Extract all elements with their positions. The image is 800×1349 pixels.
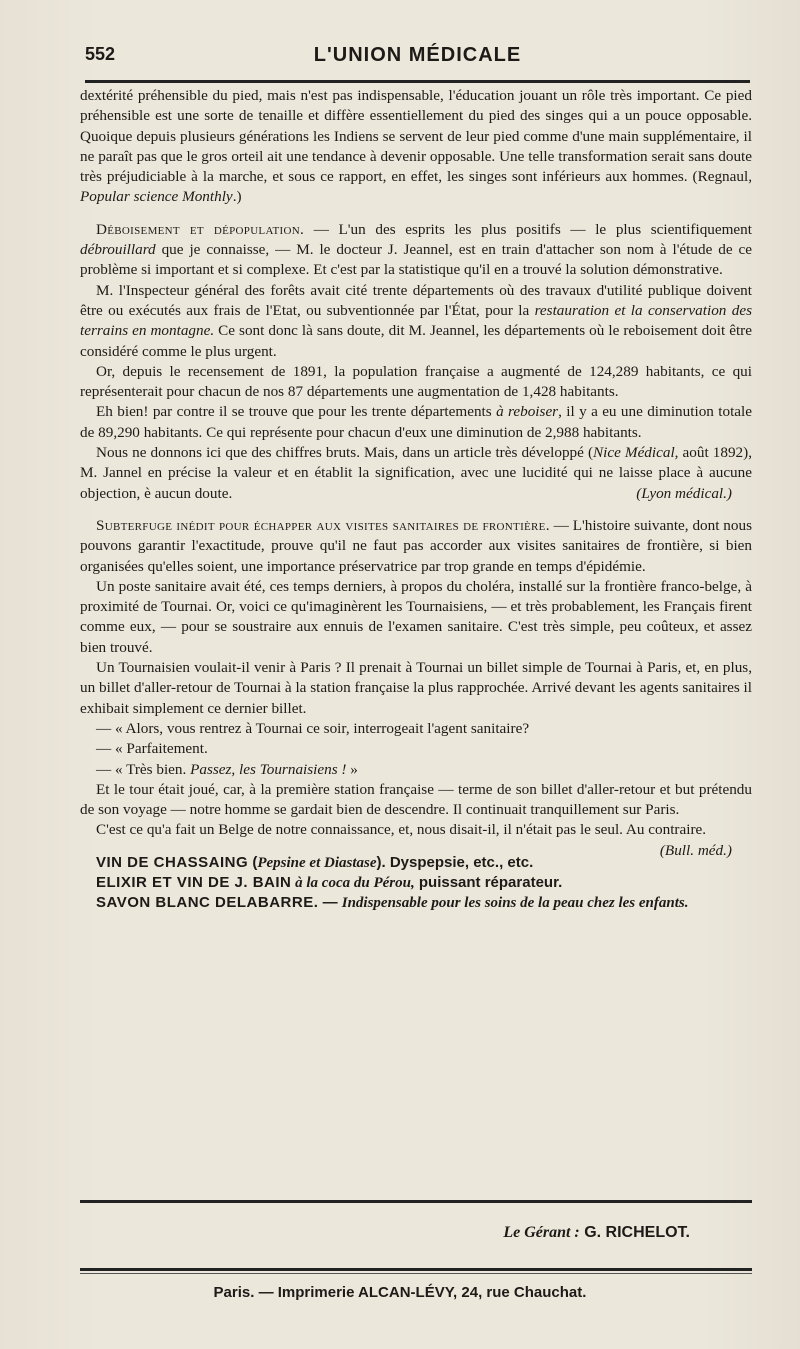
paragraph-prehensile-foot: dextérité préhensible du pied, mais n'est pas indispensable, l'éducation jouant un rôle très important. Ce pied préhensible est une sorte de tenaille et diffère essentiellement du pied des singes qui a un pouce opposable. Quoique depuis plusieurs générations les Indiens se servent de leur pied comme d'une main supplémentaire, il ne paraît pas que le gros orteil ait une tendance à devenir opposable. Une telle transformation serait sans doute très préjudiciable à la marche, et sous ce rapport, en effet, les singes sont inférieurs aux hommes. (Regnaul, Popular science Monthly.) — [80, 87, 752, 206]
paragraph: Un poste sanitaire avait été, ces temps derniers, à propos du choléra, installé sur la frontière franco-belge, à proximité de Tournai. Or, voici ce qu'imaginèrent les Tournaisiens, — et très probablement, les Français firent comme eux, — pour se soustraire aux ennuis de l'examen sanitaire. C'est très simple, peu coûteux, et assez bien trouvé. — [80, 577, 752, 656]
source-citation: (Lyon médical.) — [636, 484, 732, 502]
page-header — [85, 38, 750, 78]
journal-title: L'UNION MÉDICALE — [313, 44, 522, 66]
section-heading: Déboisement et dépopulation. — [96, 220, 305, 238]
imprint-rule-thin — [80, 1273, 752, 1274]
dialogue-line: — « Parfaitement. — [96, 740, 208, 758]
header-rule — [85, 80, 750, 83]
paragraph: Eh bien! par contre il se trouve que pour les trente départements à reboiser, il y a eu une diminution totale de 89,290 habitants. Ce qui représente pour chacun d'eux une diminution de 2,988 habitants. — [80, 403, 752, 441]
section-subterfuge: Subterfuge inédit pour échapper aux visites sanitaires de frontière. — L'histoire suivante, dont nous pouvons garantir l'exactitude, prouve qu'il ne faut pas accorder aux visites sanitaires de frontière, si bien organisées qu'elles soient, une importance préservatrice par trop grande en temps d'épidémie. — [80, 516, 752, 575]
paragraph: M. l'Inspecteur général des forêts avait cité trente départements où des travaux d'utilité publique doivent être ou exécutés aux frais de l'Etat, ou subventionnée par l'État, pour la restauration et la conservation des terrains en montagne. Ce sont donc là sans doute, dit M. Jeannel, les départements où le reboisement doit être considéré comme le plus urgent. — [80, 281, 752, 360]
paragraph: Or, depuis le recensement de 1891, la population française a augmenté de 124,289 habitants, ce qui représenterait pour chacun de nos 87 départements une augmentation de 1,428 habitants. — [80, 362, 752, 401]
paragraph: Nous ne donnons ici que des chiffres bruts. Mais, dans un article très développé (Nice Médical, août 1892), M. Jannel en précise la valeur et en établit la signification, avec une lucidité qui ne laisse place à aucune objection, è aucun doute. (Lyon médical.) — [80, 443, 752, 504]
paragraph: Un Tournaisien voulait-il venir à Paris ? Il prenait à Tournai un billet simple de Tournai à Paris, et, en plus, un billet d'aller-retour de Tournai à la station française la plus rapprochée. Arrivé devant les agents sanitaires il exhibait simplement ce dernier billet. — [80, 659, 752, 717]
footer-rule — [80, 1200, 752, 1203]
printer-imprint: Paris. — Imprimerie ALCAN-LÉVY, 24, rue Chauchat. — [213, 1284, 587, 1301]
advertisements — [80, 853, 752, 914]
source-citation: (Bull. méd.) — [659, 841, 732, 859]
paragraph: C'est ce qu'a fait un Belge de notre connaissance, et, nous disait-il, il n'était pas le seul. Au contraire. (Bull. méd.) — [80, 820, 752, 840]
dialogue-line: — « Très bien. Passez, les Tournaisiens ! » — [96, 760, 358, 778]
gerant-signature: Le Gérant : G. RICHELOT. — [503, 1224, 690, 1241]
ad-elixir-bain: ELIXIR ET VIN DE J. BAIN à la coca du Pérou, puissant réparateur. — [96, 873, 563, 891]
ad-vin-chassaing: VIN DE CHASSAING (Pepsine et Diastase). Dyspepsie, etc., etc. — [96, 853, 534, 871]
page-number: 552 — [85, 44, 116, 64]
dialogue-line: — « Alors, vous rentrez à Tournai ce soir, interrogeait l'agent sanitaire? — [96, 719, 530, 737]
section-heading: Subterfuge inédit pour échapper aux visites sanitaires de frontière. — [96, 516, 550, 534]
article-body — [80, 86, 752, 914]
ad-savon-delabarre: SAVON BLANC DELABARRE. — Indispensable pour les soins de la peau chez les enfants. — [96, 894, 689, 912]
source-citation: Popular science Monthly — [80, 188, 233, 206]
imprint-rule — [80, 1268, 752, 1271]
paragraph: Et le tour était joué, car, à la première station française — terme de son billet d'aller-retour et but prétendu de son voyage — notre homme se gardait bien de descendre. Il continuait tranquillement sur Paris. — [80, 780, 752, 819]
section-deboisement: Déboisement et dépopulation. — L'un des esprits les plus positifs — le plus scientifiquement débrouillard que je connaisse, — M. le docteur J. Jeannel, est en train d'attacher son nom à l'étude de ce problème si important et si complexe. Et c'est par la statistique qu'il en a trouvé la solution démonstrative. — [80, 220, 752, 279]
